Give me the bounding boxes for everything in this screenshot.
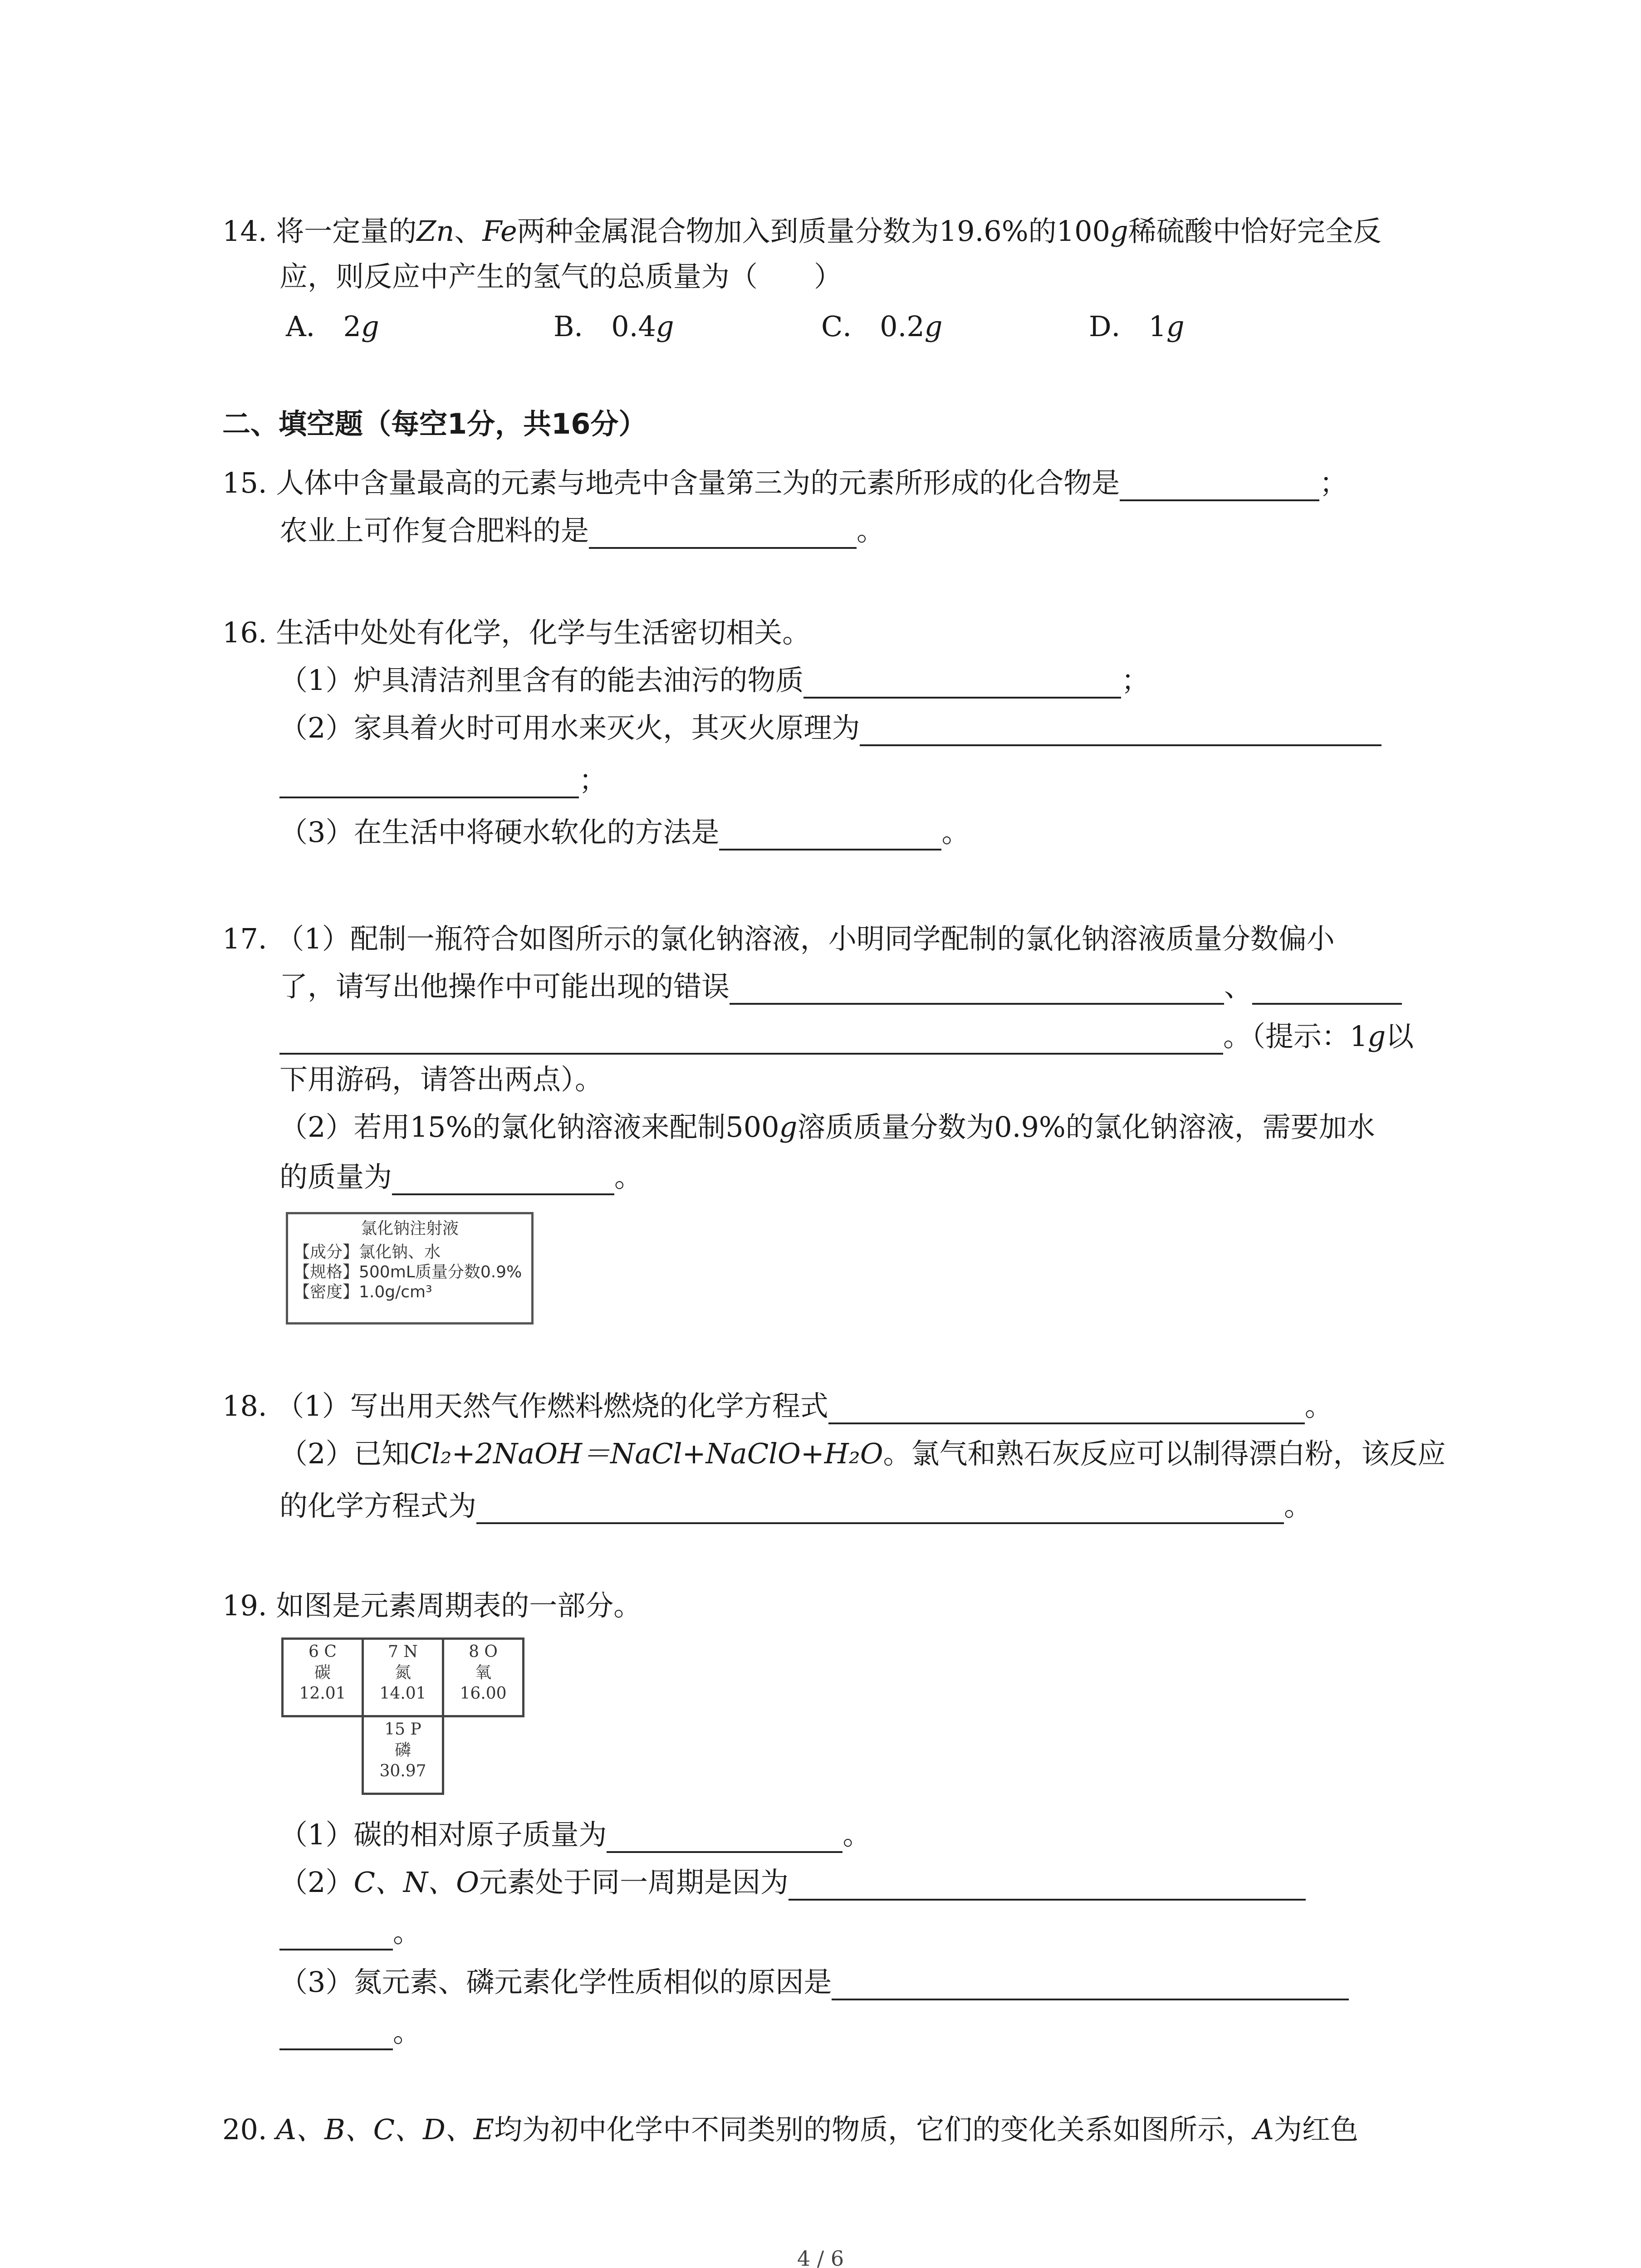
- q15-line2: 农业上可作复合肥料的是 。: [279, 513, 885, 549]
- saline-label: [286, 1212, 534, 1325]
- q14-line1: 14. 将一定量的Zn、Fe两种金属混合物加入到质量分数为19.6%的100g稀硫酸中恰好完全反: [222, 215, 1381, 248]
- answer-blank[interactable]: [607, 1822, 843, 1853]
- answer-blank[interactable]: [589, 518, 857, 549]
- choice-c[interactable]: C． 0.2g: [821, 310, 943, 343]
- q18-line2: （2）已知Cl₂+2NaOH＝NaCl+NaClO+H₂O。氯气和熟石灰反应可以制得漂白粉，该反应: [279, 1437, 1446, 1470]
- element-cell-phosphorus: 15 P 磷 30.97: [362, 1715, 444, 1795]
- answer-blank[interactable]: [279, 767, 579, 798]
- element-cell-carbon: 6 C 碳 12.01: [281, 1637, 364, 1717]
- element-cell-nitrogen: 7 N 氮 14.01: [362, 1637, 444, 1717]
- label-title: 氯化钠注射液: [360, 1219, 459, 1238]
- answer-blank[interactable]: [803, 668, 1121, 699]
- q19-stem: 19. 如图是元素周期表的一部分。: [222, 1589, 642, 1622]
- answer-blank[interactable]: [832, 1970, 1349, 2000]
- answer-blank[interactable]: [1252, 974, 1402, 1005]
- q17-line5: （2）若用15%的氯化钠溶液来配制500g溶质质量分数为0.9%的氯化钠溶液，需要加水: [279, 1110, 1375, 1144]
- q17-line2: 了，请写出他操作中可能出现的错误 、: [279, 968, 1402, 1005]
- page-number: 4 / 6: [797, 2246, 844, 2268]
- answer-blank[interactable]: [860, 715, 1381, 746]
- q15-line1: 15. 人体中含量最高的元素与地壳中含量第三为的元素所形成的化合物是 ；: [222, 465, 1347, 501]
- answer-blank[interactable]: [476, 1493, 1284, 1524]
- q18-line1: 18. （1）写出用天然气作燃料燃烧的化学方程式 。: [222, 1388, 1333, 1424]
- q19-part2: （2）C、N、O元素处于同一周期是因为: [279, 1864, 1306, 1901]
- label-row: 【成分】氯化钠、水: [294, 1243, 441, 1261]
- q16-part2: （2）家具着火时可用水来灭火，其灭火原理为: [279, 710, 1381, 746]
- answer-blank[interactable]: [789, 1870, 1306, 1901]
- q16-part1: （1）炉具清洁剂里含有的能去油污的物质 ；: [279, 662, 1149, 699]
- answer-blank[interactable]: [1120, 470, 1319, 501]
- answer-blank[interactable]: [719, 820, 941, 850]
- answer-blank[interactable]: [279, 2019, 393, 2050]
- q19-part2-cont: 。: [279, 1914, 421, 1950]
- q14-line2: 应，则反应中产生的氢气的总质量为（ ）: [279, 260, 843, 293]
- label-row: 【密度】1.0g/cm³: [294, 1283, 432, 1301]
- q19-part3: （3）氮元素、磷元素化学性质相似的原因是: [279, 1964, 1349, 2000]
- q18-line3: 的化学方程式为 。: [279, 1488, 1312, 1524]
- section-heading: 二、填空题（每空1分，共16分）: [222, 407, 647, 440]
- q17-line3: 。（提示：1g以: [279, 1018, 1414, 1055]
- q17-line1: 17. （1）配制一瓶符合如图所示的氯化钠溶液，小明同学配制的氯化钠溶液质量分数偏小: [222, 922, 1335, 955]
- q19-part1: （1）碳的相对原子质量为 。: [279, 1817, 871, 1853]
- answer-blank[interactable]: [730, 974, 1224, 1005]
- q17-line4: 下用游码，请答出两点）。: [279, 1063, 603, 1096]
- q19-part3-cont: 。: [279, 2014, 421, 2050]
- q16-part3: （3）在生活中将硬水软化的方法是 。: [279, 814, 970, 850]
- answer-blank[interactable]: [279, 1024, 1223, 1055]
- answer-blank[interactable]: [279, 1920, 393, 1950]
- answer-blank[interactable]: [392, 1164, 614, 1195]
- choice-d[interactable]: D． 1g: [1089, 310, 1185, 343]
- q17-line6: 的质量为 。: [279, 1159, 642, 1195]
- choice-a[interactable]: A． 2g: [286, 310, 379, 343]
- choice-b[interactable]: B． 0.4g: [554, 310, 674, 343]
- label-row: 【规格】500mL质量分数0.9%: [294, 1263, 522, 1281]
- element-cell-oxygen: 8 O 氧 16.00: [442, 1637, 524, 1717]
- q16-stem: 16. 生活中处处有化学，化学与生活密切相关。: [222, 616, 811, 649]
- q20-line1: 20. A、B、C、D、E均为初中化学中不同类别的物质，它们的变化关系如图所示，A为红色: [222, 2113, 1358, 2146]
- answer-blank[interactable]: [828, 1393, 1305, 1424]
- q16-part2-cont: ；: [279, 762, 607, 798]
